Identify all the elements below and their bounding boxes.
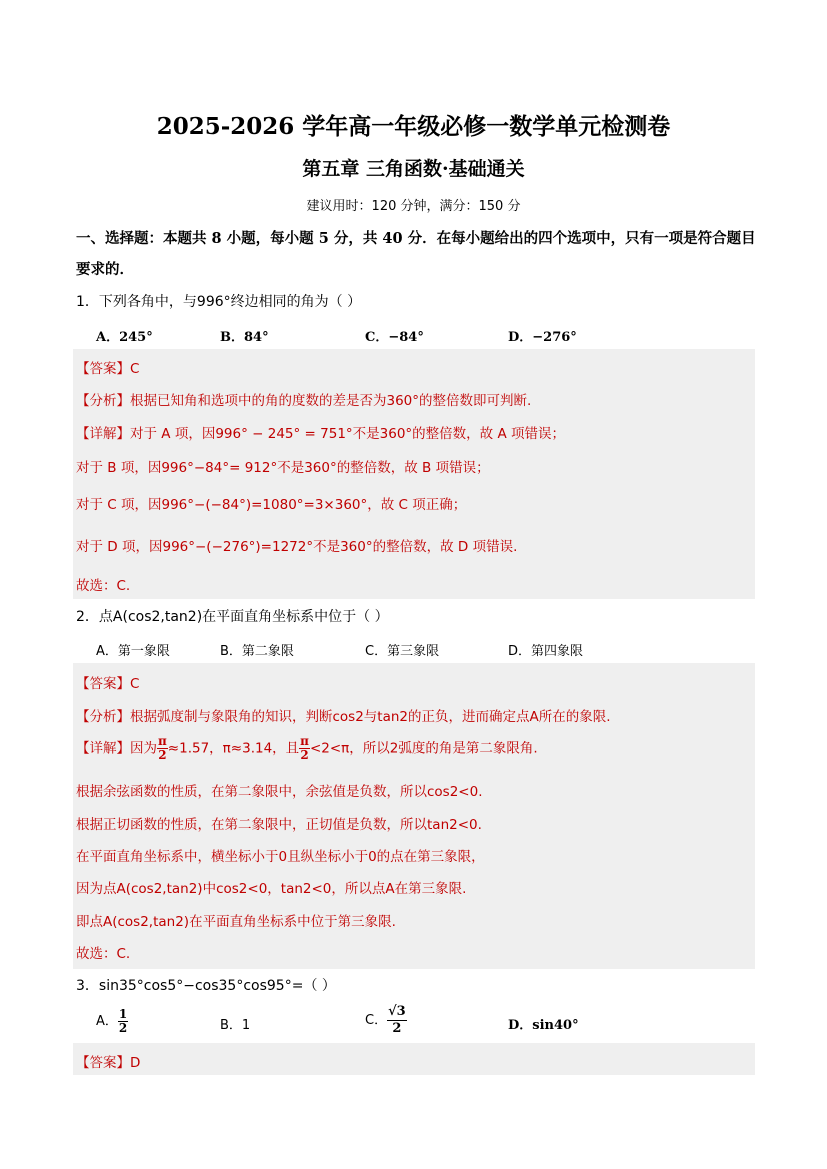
fraction-numerator: π	[158, 734, 167, 748]
question-3-stem: 3．sin35°cos5°−cos35°cos95°=（ ）	[76, 978, 336, 994]
pi-over-2-fraction	[299, 735, 310, 762]
question-1-detail-line: 对于 B 项，因996°−84°= 912°不是360°的整倍数，故 B 项错误；	[76, 460, 490, 476]
fraction-numerator: 1	[118, 1007, 128, 1021]
question-2-detail-line: 根据正切函数的性质，在第二象限中，正切值是负数，所以tan2<0.	[76, 817, 482, 833]
option-letter: A．	[96, 1014, 118, 1029]
question-3-solution-box	[73, 1043, 755, 1075]
one-half-fraction	[118, 1008, 128, 1035]
question-2-answer: 【答案】C	[76, 676, 140, 692]
question-2-analysis: 【分析】根据弧度制与象限角的知识，判断cos2与tan2的正负，进而确定点A所在的象限.	[76, 709, 611, 725]
fraction-numerator: √3	[388, 1004, 406, 1019]
question-1-option-c: C．−84°	[365, 330, 424, 345]
question-1-answer: 【答案】C	[76, 361, 140, 377]
question-2-conclusion: 故选：C.	[76, 946, 131, 962]
question-3-option-b: B．1	[220, 1018, 251, 1033]
question-3-answer: 【答案】D	[76, 1055, 141, 1071]
question-1-stem: 1．下列各角中，与996°终边相同的角为（ ）	[76, 294, 362, 310]
section-instructions: 一、选择题：本题共 8 小题，每小题 5 分，共 40 分．在每小题给出的四个选项中，只有一项是符合题目要求的．	[76, 230, 756, 278]
question-2-detail-line: 即点A(cos2,tan2)在平面直角坐标系中位于第三象限.	[76, 914, 396, 930]
question-2-option-b: B．第二象限	[220, 644, 294, 659]
fraction-numerator: π	[300, 734, 309, 748]
question-1-option-a: A．245°	[96, 330, 153, 345]
question-2-option-c: C．第三象限	[365, 644, 440, 659]
time-score-hint: 建议用时：120 分钟，满分：150 分	[306, 199, 521, 214]
root3-over-2-fraction	[387, 1004, 407, 1037]
question-2-option-d: D．第四象限	[508, 644, 584, 659]
fraction-denominator: 2	[392, 1021, 402, 1036]
question-3-option-c	[365, 1004, 407, 1037]
question-1-detail-line: 【详解】对于 A 项，因996° − 245° = 751°不是360°的整倍数，故 A 项错误；	[76, 426, 565, 442]
question-2-detail-mid1: ≈1.57，π≈3.14，且	[167, 740, 300, 757]
question-1-detail-line: 对于 C 项，因996°−(−84°)=1080°=3×360°，故 C 项正确；	[76, 497, 467, 513]
fraction-denominator: 2	[300, 748, 309, 762]
pi-over-2-fraction	[157, 735, 168, 762]
page-title: 2025-2026 学年高一年级必修一数学单元检测卷	[156, 113, 671, 140]
question-2-stem: 2．点A(cos2,tan2)在平面直角坐标系中位于（ ）	[76, 609, 389, 625]
question-2-detail-first	[76, 735, 538, 762]
question-1-detail-line: 对于 D 项，因996°−(−276°)=1272°不是360°的整倍数，故 D 项错误.	[76, 539, 518, 555]
question-2-detail-mid2: <2<π，所以2弧度的角是第二象限角.	[309, 740, 538, 757]
fraction-denominator: 2	[158, 748, 167, 762]
chapter-subtitle: 第五章 三角函数·基础通关	[302, 158, 525, 180]
question-2-detail-prefix: 【详解】因为	[76, 740, 157, 757]
fraction-denominator: 2	[118, 1021, 128, 1035]
question-2-option-a: A．第一象限	[96, 644, 170, 659]
question-1-conclusion: 故选：C.	[76, 578, 131, 594]
question-3-option-d: D．sin40°	[508, 1018, 579, 1033]
question-1-option-d: D．−276°	[508, 330, 577, 345]
question-1-analysis: 【分析】根据已知角和选项中的角的度数的差是否为360°的整倍数即可判断.	[76, 393, 532, 409]
option-letter: C．	[365, 1013, 388, 1028]
question-1-option-b: B．84°	[220, 330, 269, 345]
question-2-detail-line: 根据余弦函数的性质，在第二象限中，余弦值是负数，所以cos2<0.	[76, 784, 483, 800]
question-3-option-a	[96, 1008, 128, 1035]
question-2-detail-line: 在平面直角坐标系中，横坐标小于0且纵坐标小于0的点在第三象限，	[76, 849, 485, 865]
question-2-detail-line: 因为点A(cos2,tan2)中cos2<0，tan2<0，所以点A在第三象限.	[76, 881, 467, 897]
